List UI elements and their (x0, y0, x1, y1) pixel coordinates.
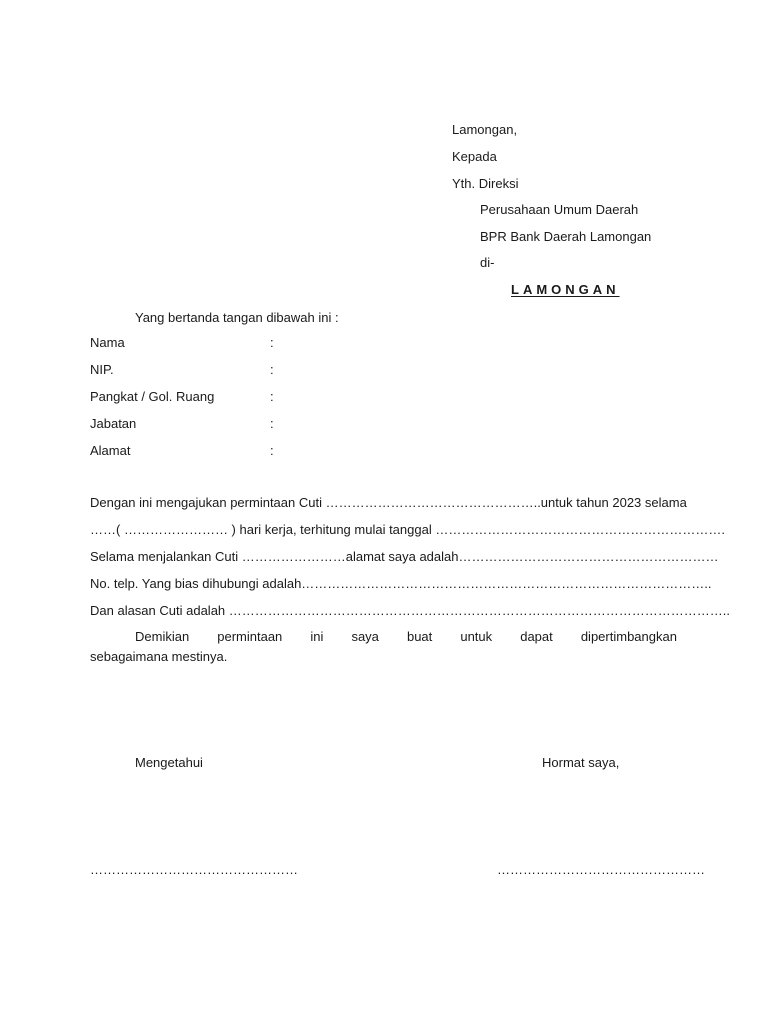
closing-word: saya (351, 629, 379, 644)
closing-word: Demikian (135, 629, 190, 644)
closing-line-1 (90, 627, 677, 647)
closing-word: dapat (520, 629, 553, 644)
body-line-4: No. telp. Yang bias dihubungi adalah………………………………………………………………………………….. (90, 576, 712, 591)
closing-word: permintaan (217, 629, 283, 644)
body-line-3: Selama menjalankan Cuti ……………………alamat saya adalah…………………………………………………… (90, 549, 719, 564)
signature-left-title: Mengetahui (135, 755, 203, 770)
field-label-nip: NIP. (90, 362, 114, 377)
signature-right-line: ………………………………………… (497, 862, 705, 877)
recipient-yth: Yth. Direksi (452, 176, 519, 191)
recipient-city: LAMONGAN (511, 282, 620, 297)
field-label-alamat: Alamat (90, 443, 131, 458)
closing-line-2: sebagaimana mestinya. (90, 649, 228, 664)
signature-left-line: ………………………………………… (90, 862, 298, 877)
body-line-5: Dan alasan Cuti adalah …………………………………………………………………………………………………….. (90, 603, 730, 618)
recipient-to: Kepada (452, 149, 497, 164)
place-date: Lamongan, (452, 122, 518, 137)
body-line-2: ……( …………………… ) hari kerja, terhitung mulai tanggal …………………………………………………………. (90, 522, 725, 537)
intro-text: Yang bertanda tangan dibawah ini : (135, 310, 339, 325)
field-colon: : (270, 389, 274, 404)
closing-word: untuk (460, 629, 493, 644)
signature-right-title: Hormat saya, (542, 755, 620, 770)
closing-word: dipertimbangkan (580, 629, 677, 644)
field-label-nama: Nama (90, 335, 125, 350)
closing-paragraph (90, 627, 677, 667)
closing-word: buat (406, 629, 433, 644)
field-colon: : (270, 416, 274, 431)
field-label-jabatan: Jabatan (90, 416, 137, 431)
field-colon: : (270, 335, 274, 350)
field-colon: : (270, 362, 274, 377)
recipient-org-line1: Perusahaan Umum Daerah (480, 202, 639, 217)
recipient-org-line2: BPR Bank Daerah Lamongan (480, 229, 652, 244)
field-colon: : (270, 443, 274, 458)
body-line-1: Dengan ini mengajukan permintaan Cuti …………………………………………..untuk tahun 2023 selama (90, 495, 687, 510)
field-label-pangkat: Pangkat / Gol. Ruang (90, 389, 215, 404)
recipient-di: di- (480, 255, 495, 270)
closing-word: ini (310, 629, 324, 644)
